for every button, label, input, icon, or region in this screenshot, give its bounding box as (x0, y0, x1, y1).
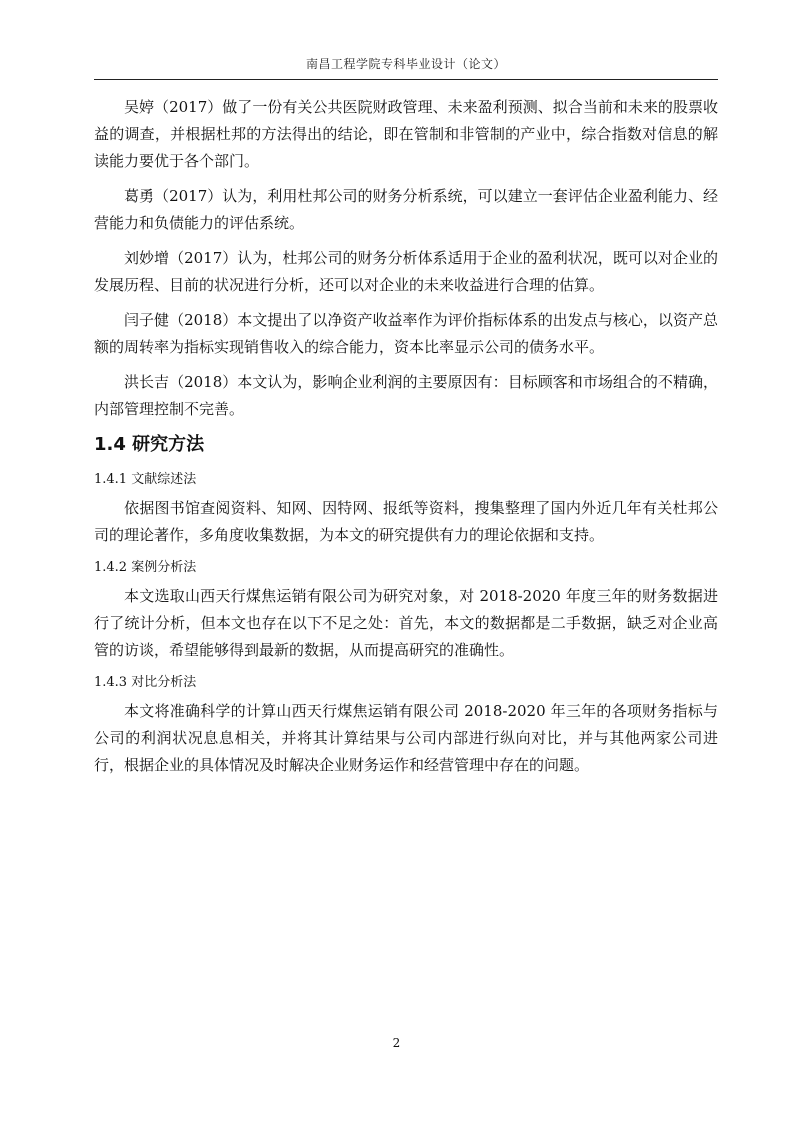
subsection-text-comparative-analysis: 本文将准确科学的计算山西天行煤焦运销有限公司 2018-2020 年三年的各项财务指标与公司的利润状况息息相关，并将其计算结果与公司内部进行纵向对比，并与其他两家公司进行，根据企业的具体情况及时解决企业财务运作和经营管理中存在的问题。 (94, 702, 718, 774)
section-heading-research-methods: 1.4 研究方法 (94, 434, 205, 455)
literature-paragraph-ge-yong: 葛勇（2017）认为，利用杜邦公司的财务分析系统，可以建立一套评估企业盈利能力、经营能力和负债能力的评估系统。 (94, 187, 718, 232)
page-header: 南昌工程学院专科毕业设计（论文） (305, 57, 506, 71)
subsection-heading-comparative-analysis: 1.4.3 对比分析法 (94, 675, 197, 690)
literature-paragraph-hong-changji: 洪长吉（2018）本文认为，影响企业利润的主要原因有：目标顾客和市场组合的不精确，内部管理控制不完善。 (94, 373, 718, 418)
header-divider (94, 79, 718, 80)
subsection-heading-case-analysis: 1.4.2 案例分析法 (94, 560, 197, 575)
literature-paragraph-liu-miaozeng: 刘妙增（2017）认为，杜邦公司的财务分析体系适用于企业的盈利状况，既可以对企业的发展历程、目前的状况进行分析，还可以对企业的未来收益进行合理的估算。 (94, 249, 718, 294)
page-number: 2 (392, 1036, 401, 1050)
document-body (94, 94, 718, 787)
subsection-heading-literature-review: 1.4.1 文献综述法 (94, 472, 197, 487)
subsection-text-case-analysis: 本文选取山西天行煤焦运销有限公司为研究对象，对 2018-2020 年度三年的财务数据进行了统计分析，但本文也存在以下不足之处：首先，本文的数据都是二手数据，缺乏对企业高管的访谈，希望能够得到最新的数据，从而提高研究的准确性。 (94, 587, 718, 659)
literature-paragraph-yan-zijian: 闫子健（2018）本文提出了以净资产收益率作为评价指标体系的出发点与核心，以资产总额的周转率为指标实现销售收入的综合能力，资本比率显示公司的债务水平。 (94, 311, 718, 356)
literature-paragraph-wu-ting: 吴婷（2017）做了一份有关公共医院财政管理、未来盈利预测、拟合当前和未来的股票收益的调查，并根据杜邦的方法得出的结论，即在管制和非管制的产业中，综合指数对信息的解读能力要优于各个部门。 (94, 98, 718, 170)
subsection-text-literature-review: 依据图书馆查阅资料、知网、因特网、报纸等资料，搜集整理了国内外近几年有关杜邦公司的理论著作，多角度收集数据，为本文的研究提供有力的理论依据和支持。 (94, 499, 718, 544)
